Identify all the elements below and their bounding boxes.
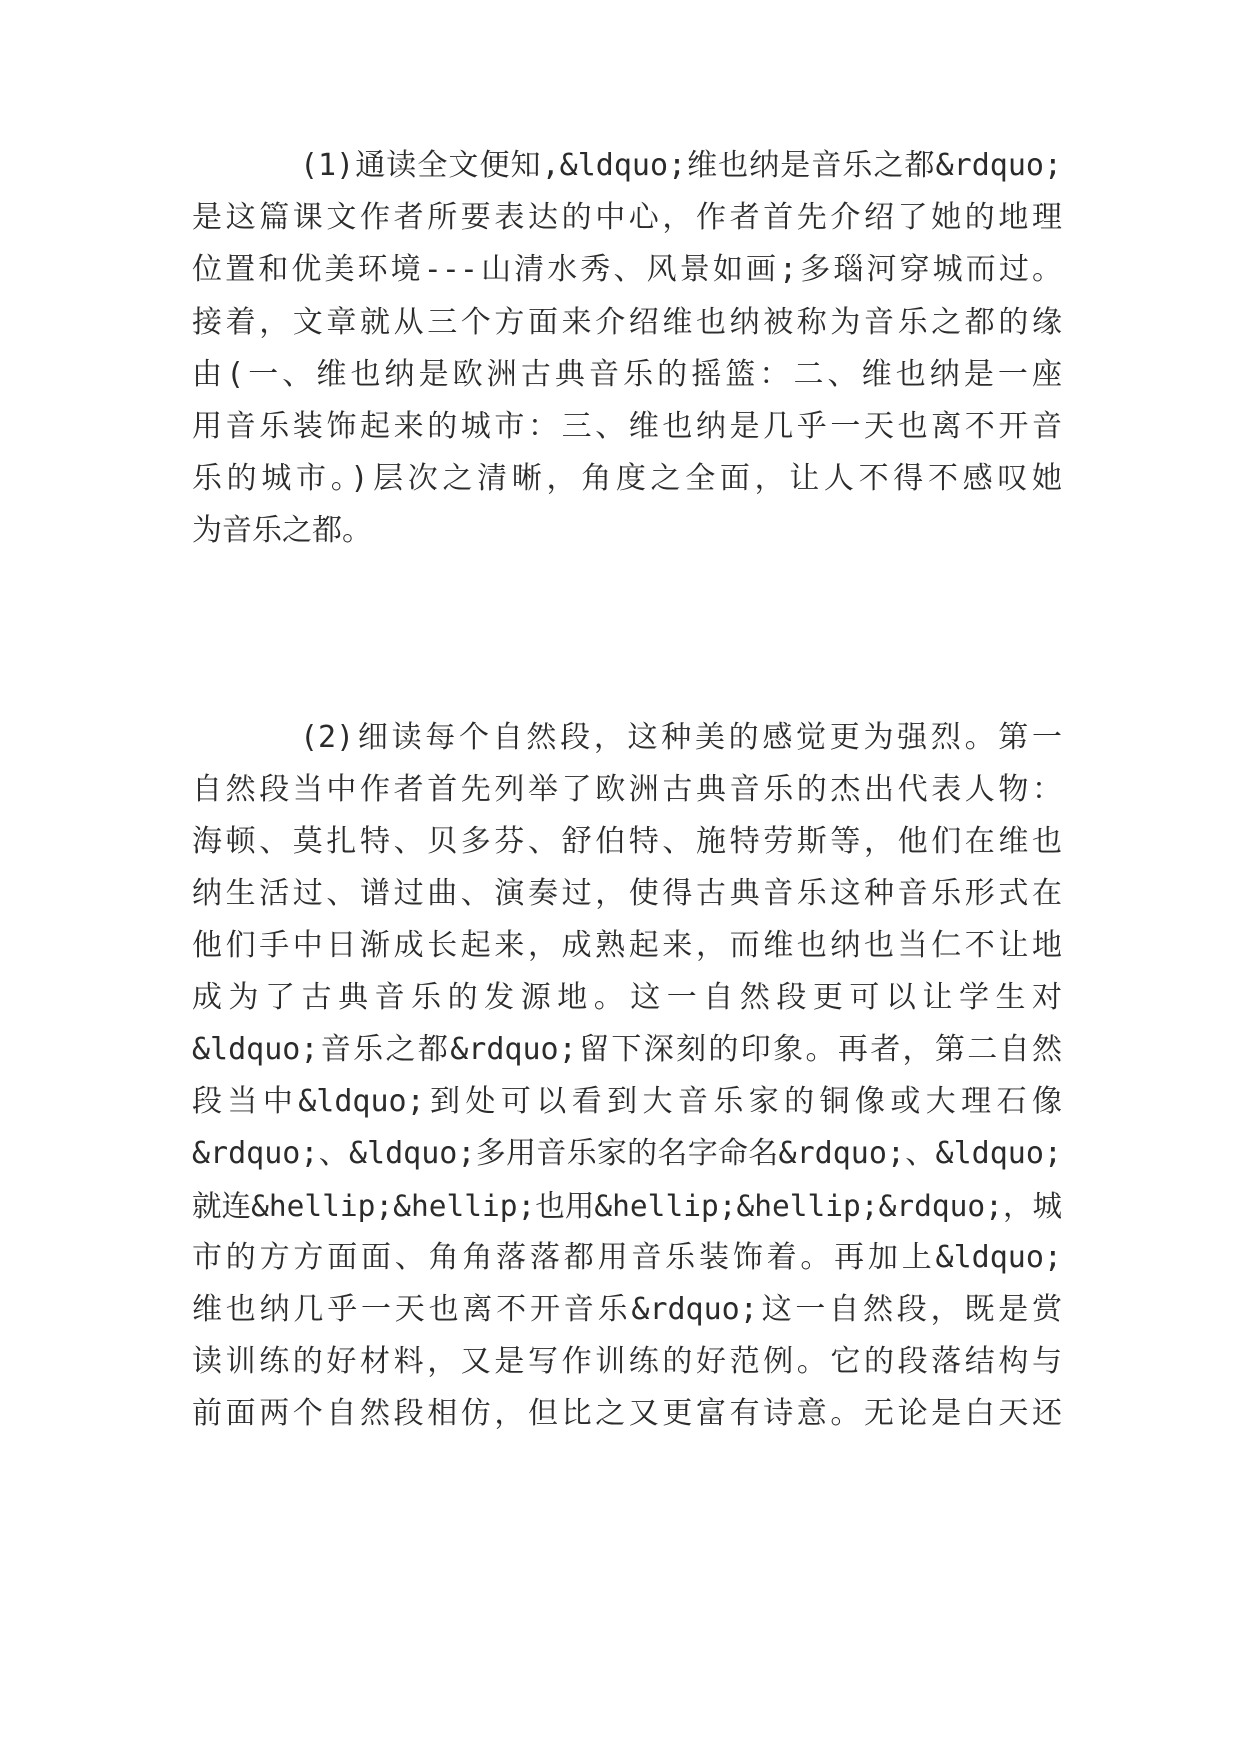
- text-line: 成为了古典音乐的发源地。这一自然段更可以让学生对: [192, 980, 1062, 1015]
- text-line: 就连&hellip;&hellip;也用&hellip;&hellip;&rdquo;，城: [192, 1189, 1062, 1223]
- text-line: 前面两个自然段相仿，但比之又更富有诗意。无论是白天还: [192, 1396, 1062, 1431]
- text-line: (1)通读全文便知,&ldquo;维也纳是音乐之都&rdquo;: [300, 148, 1062, 183]
- text-line: 用音乐装饰起来的城市：三、维也纳是几乎一天也离不开音: [192, 409, 1062, 444]
- text-line: 位置和优美环境---山清水秀、风景如画;多瑙河穿城而过。: [192, 252, 1062, 287]
- text-line: 读训练的好材料，又是写作训练的好范例。它的段落结构与: [192, 1344, 1062, 1379]
- text-line: 由(一、维也纳是欧洲古典音乐的摇篮：二、维也纳是一座: [192, 357, 1062, 392]
- text-line: 维也纳几乎一天也离不开音乐&rdquo;这一自然段，既是赏: [192, 1292, 1062, 1327]
- text-line: 市的方方面面、角角落落都用音乐装饰着。再加上&ldquo;: [192, 1240, 1062, 1275]
- text-line: 自然段当中作者首先列举了欧洲古典音乐的杰出代表人物：: [192, 772, 1062, 807]
- text-line: 是这篇课文作者所要表达的中心，作者首先介绍了她的地理: [192, 200, 1062, 235]
- text-line: &rdquo;、&ldquo;多用音乐家的名字命名&rdquo;、&ldquo;: [192, 1136, 1062, 1171]
- text-line: 纳生活过、谱过曲、演奏过，使得古典音乐这种音乐形式在: [192, 876, 1062, 911]
- text-line: 海顿、莫扎特、贝多芬、舒伯特、施特劳斯等，他们在维也: [192, 824, 1062, 859]
- text-line: 乐的城市。)层次之清晰，角度之全面，让人不得不感叹她: [192, 461, 1062, 496]
- text-line: (2)细读每个自然段，这种美的感觉更为强烈。第一: [300, 720, 1062, 755]
- text-line: &ldquo;音乐之都&rdquo;留下深刻的印象。再者，第二自然: [192, 1032, 1062, 1067]
- text-line: 他们手中日渐成长起来，成熟起来，而维也纳也当仁不让地: [192, 928, 1062, 963]
- text-line: 为音乐之都。: [192, 513, 372, 548]
- text-line: 接着，文章就从三个方面来介绍维也纳被称为音乐之都的缘: [192, 305, 1062, 340]
- text-line: 段当中&ldquo;到处可以看到大音乐家的铜像或大理石像: [192, 1084, 1062, 1119]
